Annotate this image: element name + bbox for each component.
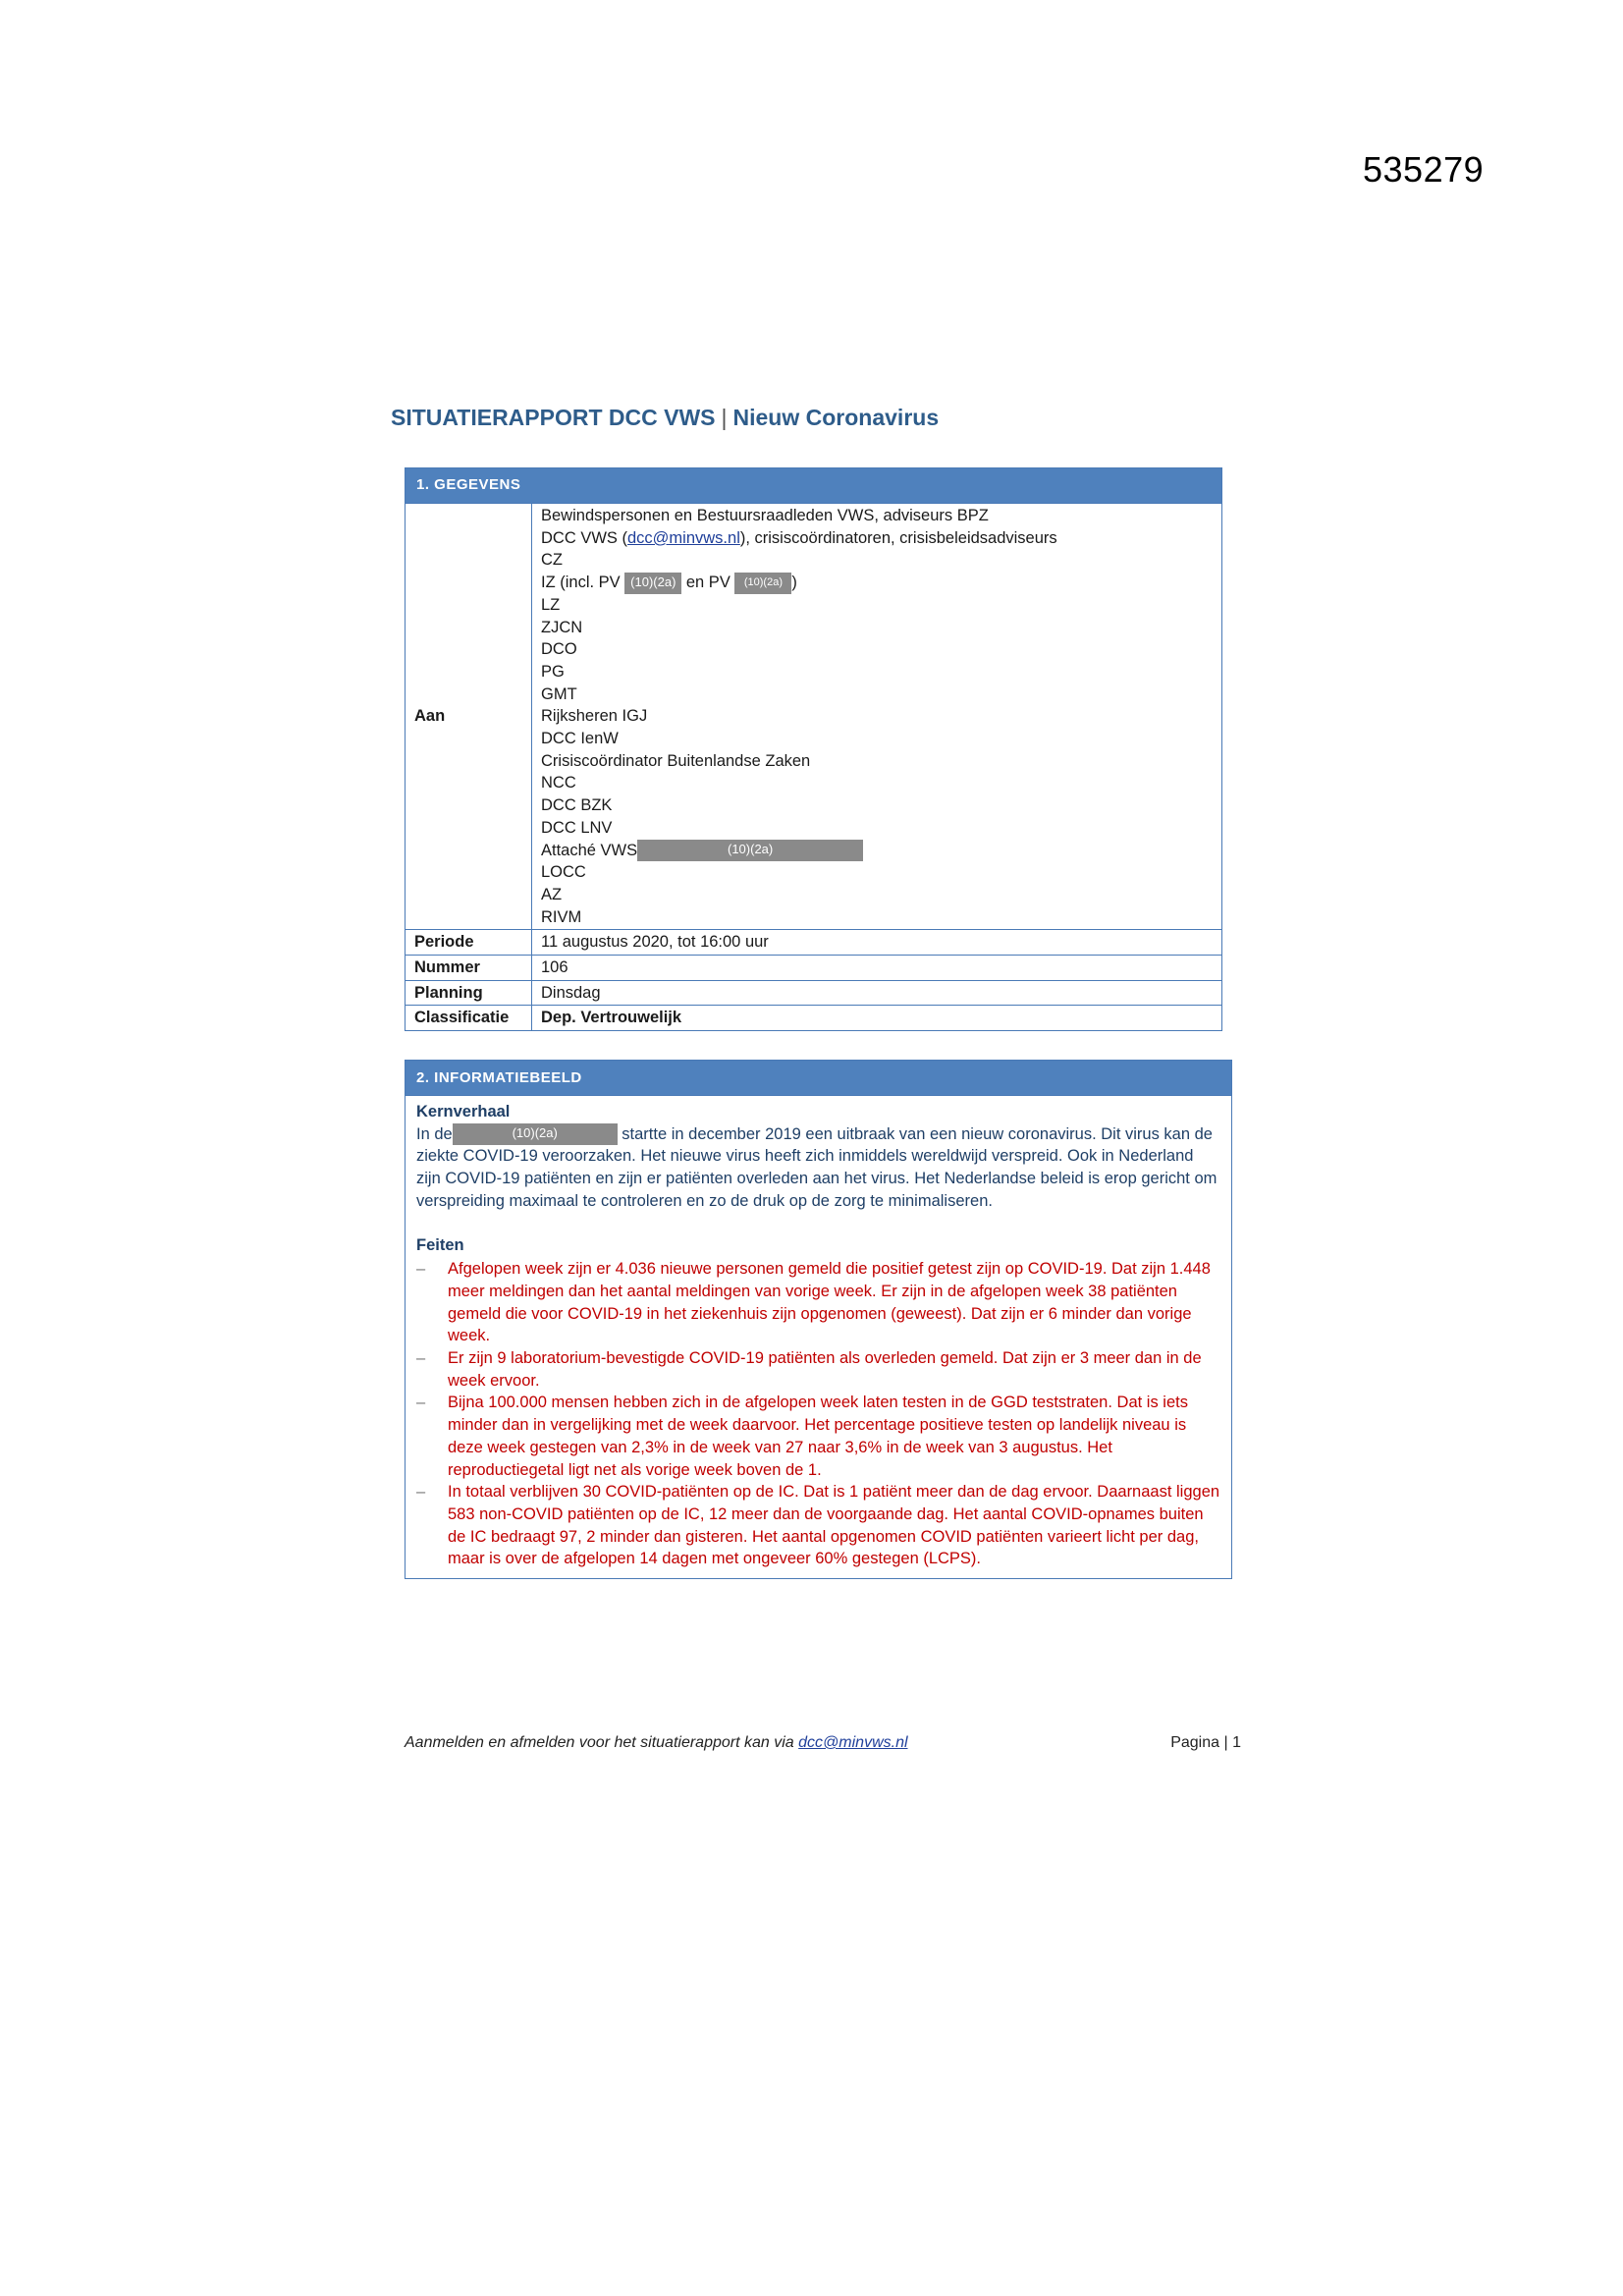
redaction-block: (10)(2a) — [453, 1123, 618, 1145]
recipient: AZ — [541, 885, 563, 903]
periode-value: 11 augustus 2020, tot 16:00 uur — [532, 930, 1222, 956]
gegevens-header: 1. GEGEVENS — [406, 468, 1222, 504]
feiten-title: Feiten — [416, 1235, 464, 1254]
nummer-value: 106 — [532, 956, 1222, 981]
informatiebeeld-body — [406, 1096, 1232, 1579]
footer-text: Aanmelden en afmelden voor het situatierapport kan via — [405, 1734, 794, 1751]
gegevens-header-row — [406, 468, 1222, 504]
recipient: Crisiscoördinator Buitenlandse Zaken — [541, 751, 811, 770]
recipient — [541, 840, 1213, 862]
planning-value: Dinsdag — [532, 980, 1222, 1006]
recipient: DCC BZK — [541, 796, 613, 815]
feit-item: – Er zijn 9 laboratorium-bevestigde COVID-19 patiënten als overleden gemeld. Dat zijn er 3 meer dan in de week ervoor. — [416, 1347, 1220, 1392]
kernverhaal-text — [416, 1123, 1220, 1213]
nummer-label: Nummer — [406, 956, 532, 981]
recipient-text: DCC VWS ( — [541, 528, 627, 547]
classificatie-value: Dep. Vertrouwelijk — [532, 1006, 1222, 1031]
page-separator: | — [1223, 1734, 1228, 1751]
recipient: Rijksheren IGJ — [541, 707, 648, 726]
recipient-text: ), crisiscoördinatoren, crisisbeleidsadviseurs — [739, 528, 1057, 547]
recipient: DCC IenW — [541, 730, 619, 748]
page-number — [1170, 1734, 1241, 1752]
recipient-text: IZ (incl. PV — [541, 574, 621, 592]
redaction-block: (10)(2a) — [637, 840, 863, 861]
classificatie-row — [406, 1006, 1222, 1031]
page-title — [391, 405, 939, 431]
document-number: 535279 — [1363, 149, 1485, 190]
redaction-block: (10)(2a) — [734, 573, 791, 594]
title-main: SITUATIERAPPORT DCC VWS — [391, 405, 716, 430]
feit-item: – In totaal verblijven 30 COVID-patiënten op de IC. Dat is 1 patiënt meer dan de dag ervoor. Daarnaast liggen 583 non-COVID patiënten op de IC, 12 meer dan de voorgaande dag. Het aantal COVID-opnames buiten de IC bedraagt 97, 2 minder dan gisteren. Het aantal opgenomen COVID patiënten varieert licht per dag, maar is over de afgelopen 14 dagen met ongeveer 60% gestegen (LCPS). — [416, 1481, 1220, 1570]
recipient — [541, 572, 1213, 594]
recipient: DCO — [541, 640, 577, 659]
recipient: LOCC — [541, 863, 586, 882]
recipient — [541, 527, 1213, 550]
aan-label: Aan — [406, 504, 532, 930]
informatiebeeld-table — [405, 1060, 1232, 1579]
title-sub: Nieuw Coronavirus — [732, 405, 940, 430]
gegevens-table — [405, 467, 1222, 1031]
recipient: CZ — [541, 551, 563, 570]
footer-email-link[interactable]: dcc@minvws.nl — [798, 1734, 908, 1751]
email-link[interactable]: dcc@minvws.nl — [627, 528, 740, 547]
recipient: ZJCN — [541, 618, 583, 636]
feit-item: – Bijna 100.000 mensen hebben zich in de afgelopen week laten testen in de GGD teststraten. Dat is iets minder dan in vergelijking met de week daarvoor. Het percentage positieve testen op landelijk niveau is deze week gestegen van 2,3% in de week van 27 naar 3,6% in de week van 3 augustus. Het reproductiegetal ligt net als vorige week boven de 1. — [416, 1392, 1220, 1481]
planning-row — [406, 980, 1222, 1006]
periode-row — [406, 930, 1222, 956]
informatiebeeld-header: 2. INFORMATIEBEELD — [406, 1061, 1232, 1096]
planning-label: Planning — [406, 980, 532, 1006]
feit-item: – Afgelopen week zijn er 4.036 nieuwe personen gemeld die positief getest zijn op COVID-19. Dat zijn 1.448 meer meldingen dan het aantal meldingen van vorige week. Er zijn in de afgelopen week 38 patiënten gemeld die voor COVID-19 in het ziekenhuis zijn opgenomen (geweest). Dat zijn er 6 minder dan vorige week. — [416, 1258, 1220, 1347]
footer-note — [405, 1734, 908, 1751]
kernverhaal-text-start: In de — [416, 1124, 453, 1143]
title-separator: | — [721, 405, 728, 430]
recipient: NCC — [541, 774, 576, 793]
page-label: Pagina — [1170, 1734, 1220, 1751]
page-number-value: 1 — [1232, 1734, 1241, 1751]
recipient-text: ) — [791, 574, 797, 592]
periode-label: Periode — [406, 930, 532, 956]
aan-row — [406, 504, 1222, 930]
recipient: RIVM — [541, 907, 582, 926]
recipient: PG — [541, 662, 565, 681]
page-footer — [405, 1734, 1241, 1752]
redaction-block: (10)(2a) — [624, 573, 681, 594]
recipient: GMT — [541, 684, 577, 703]
informatiebeeld-body-row — [406, 1096, 1232, 1579]
informatiebeeld-header-row — [406, 1061, 1232, 1096]
recipient: Bewindspersonen en Bestuursraadleden VWS, adviseurs BPZ — [541, 507, 989, 524]
classificatie-label: Classificatie — [406, 1006, 532, 1031]
aan-recipients — [532, 504, 1222, 930]
kernverhaal-text-rest: startte in december 2019 een uitbraak van een nieuw coronavirus. Dit virus kan de ziekte COVID-19 veroorzaken. Het nieuwe virus heeft zich inmiddels wereldwijd verspreid. Ook in Nederland zijn COVID-19 patiënten en zijn er patiënten overleden aan het virus. Het Nederlandse beleid is erop gericht om verspreiding maximaal te controleren en zo de druk op de zorg te minimaliseren. — [416, 1124, 1217, 1210]
recipient-text: en PV — [685, 574, 730, 592]
nummer-row — [406, 956, 1222, 981]
kernverhaal-title: Kernverhaal — [416, 1103, 511, 1121]
recipient: DCC LNV — [541, 818, 613, 837]
recipient: LZ — [541, 595, 561, 614]
recipient-text: Attaché VWS — [541, 841, 638, 859]
feiten-list — [416, 1258, 1220, 1570]
